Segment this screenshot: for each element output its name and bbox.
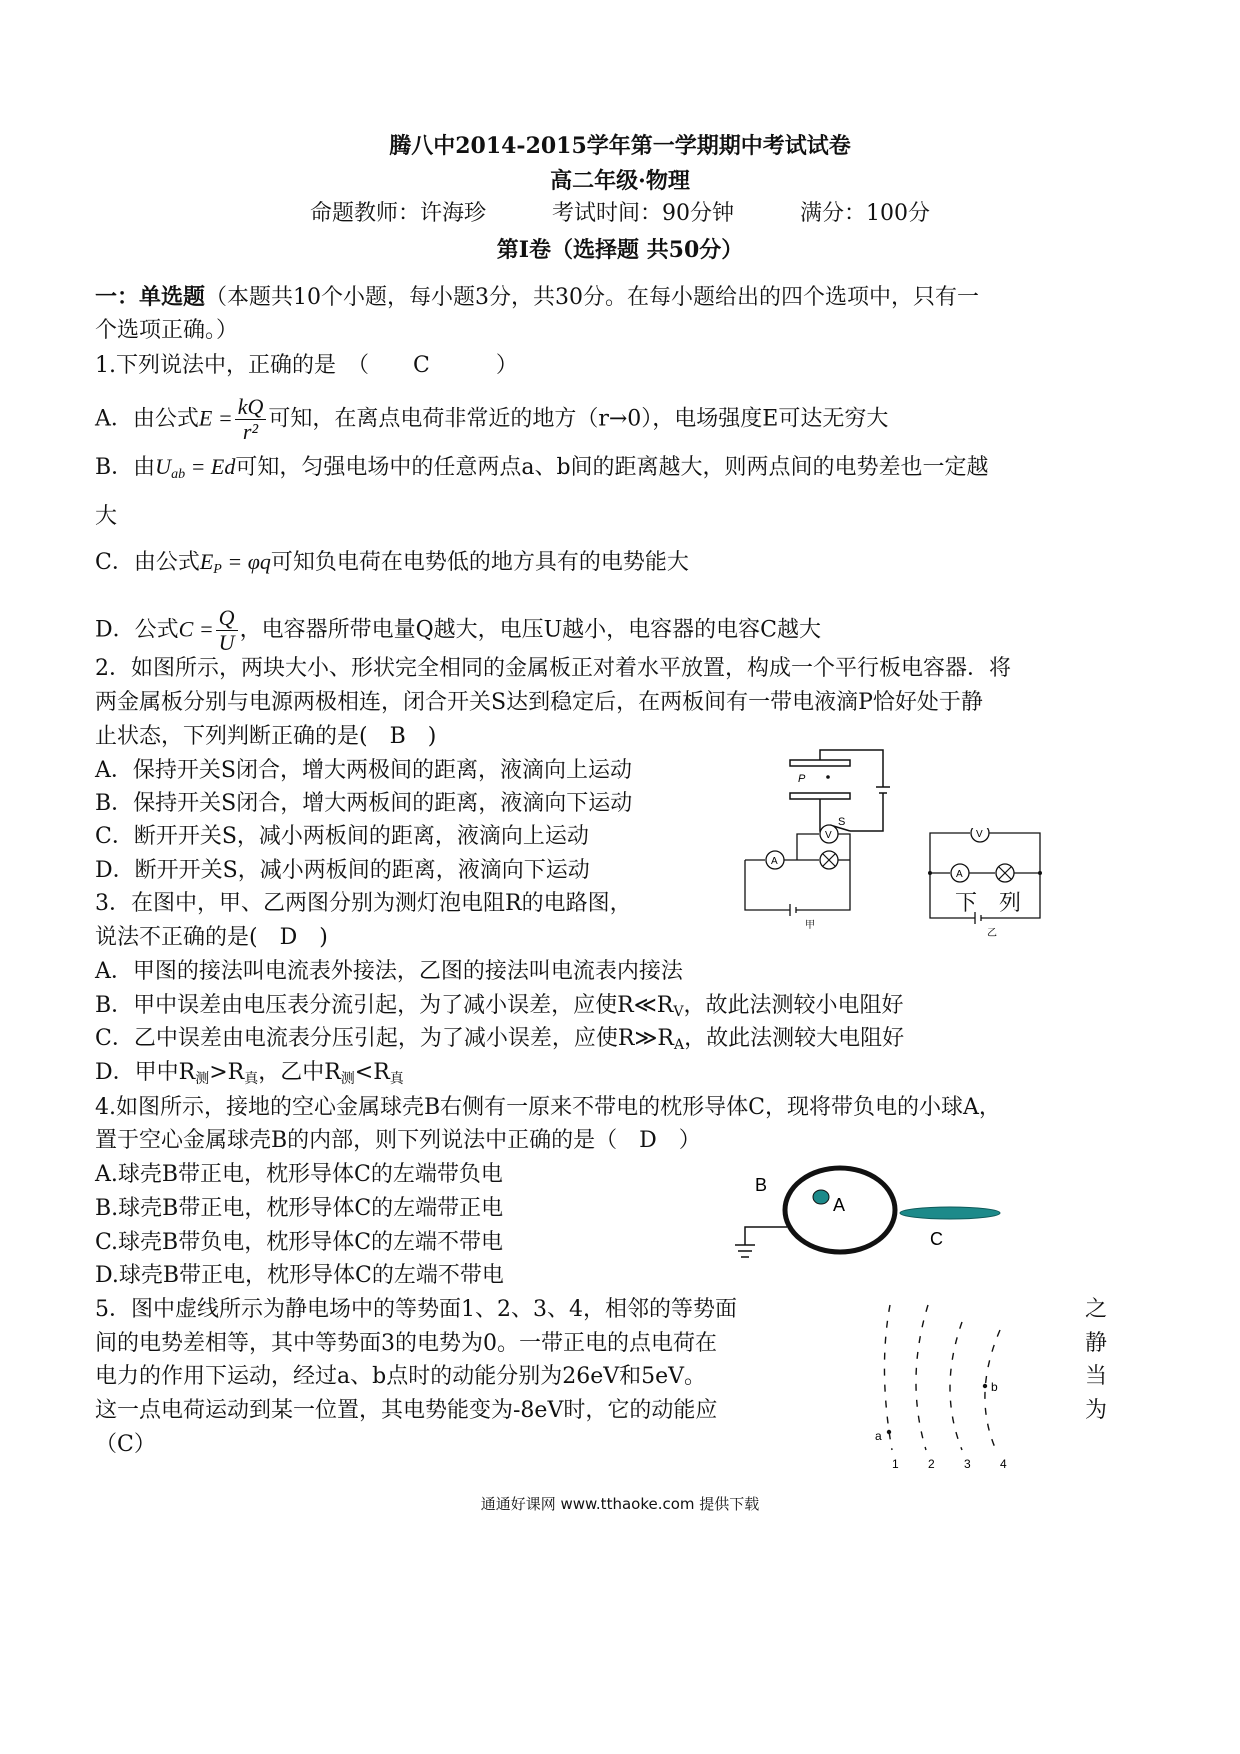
section-desc: （本题共10个小题，每小题3分，共30分。在每小题给出的四个选项中，只有一 bbox=[205, 285, 980, 310]
label-2: 2 bbox=[928, 1457, 935, 1471]
sphere-shell-figure bbox=[735, 1165, 1015, 1275]
voltmeter-jia-label: V bbox=[825, 830, 832, 841]
q1-a-den: r² bbox=[242, 419, 259, 444]
ammeter-jia-label: A bbox=[771, 856, 778, 867]
q1-c-post: 可知负电荷在电势低的地方具有的电势能大 bbox=[270, 550, 689, 575]
q5-line5: （C） bbox=[95, 1432, 156, 1457]
label-yi: 乙 bbox=[987, 928, 997, 938]
q3-c-tail: ，故此法测较大电阻好 bbox=[684, 1026, 905, 1051]
label-3: 3 bbox=[964, 1457, 971, 1471]
q1-option-d bbox=[95, 606, 821, 655]
q3-d-mid2: ，乙中R bbox=[258, 1060, 341, 1085]
q4-line2: 置于空心金属球壳B的内部，则下列说法中正确的是（ D ） bbox=[95, 1128, 701, 1153]
q3-option-a: A．甲图的接法叫电流表外接法，乙图的接法叫电流表内接法 bbox=[95, 959, 683, 984]
q5-line4: 这一点电荷运动到某一位置，其电势能变为-8eV时，它的动能应 bbox=[95, 1398, 718, 1423]
q1-c-eq2: = φq bbox=[221, 549, 271, 574]
q1-a-num: kQ bbox=[235, 395, 267, 420]
section-intro bbox=[95, 283, 979, 312]
circuit-yi-figure bbox=[925, 828, 1050, 938]
q3-b-text: B．甲中误差由电压表分流引起，为了减小误差，应使R≪R bbox=[95, 993, 674, 1018]
equipotential-figure bbox=[860, 1300, 1030, 1480]
q3-d-mid1: >R bbox=[209, 1060, 245, 1085]
exam-title: 腾八中2014-2015学年第一学期期中考试试卷 bbox=[389, 133, 851, 159]
q1-c-pre: C．由公式 bbox=[95, 550, 200, 575]
point-b bbox=[983, 1384, 987, 1388]
q3-line2: 说法不正确的是( D ) bbox=[95, 925, 328, 950]
q1-d-eq: C = bbox=[178, 616, 214, 642]
label-c: C bbox=[930, 1229, 943, 1249]
q3-c-sub: A bbox=[674, 1037, 685, 1053]
q5-line2: 间的电势差相等，其中等势面3的电势为0。一带正电的点电荷在 bbox=[95, 1331, 717, 1356]
label-jia: 甲 bbox=[805, 920, 815, 931]
point-a bbox=[887, 1430, 891, 1434]
label-b: b bbox=[991, 1380, 998, 1394]
q3-line1-tail: 下 列 bbox=[955, 891, 1022, 916]
q5-line1-tail: 之 bbox=[1085, 1297, 1108, 1322]
label-b: B bbox=[755, 1175, 768, 1195]
q1-d-fraction bbox=[216, 606, 238, 655]
q1-option-b-cont: 大 bbox=[95, 504, 118, 529]
q2-option-a: A．保持开关S闭合，增大两极间的距离，液滴向上运动 bbox=[95, 758, 632, 783]
q1-option-c bbox=[95, 548, 689, 584]
q3-d-text: D．甲中R bbox=[95, 1060, 196, 1085]
q1-c-eq: E bbox=[199, 549, 214, 574]
section-desc-cont: 个选项正确。） bbox=[95, 318, 239, 343]
part-heading: 第Ⅰ卷（选择题 共50分） bbox=[496, 237, 744, 263]
q2-line2: 两金属板分别与电源两极相连，闭合开关S达到稳定后，在两板间有一带电液滴P恰好处于静 bbox=[95, 690, 983, 715]
q3-d-sub1: 测 bbox=[195, 1071, 210, 1087]
conductor-c bbox=[900, 1207, 1000, 1219]
q3-c-text: C．乙中误差由电流表分压引起，为了减小误差，应使R≫R bbox=[95, 1026, 674, 1051]
exam-meta: 命题教师：许海珍 考试时间：90分钟 满分：100分 bbox=[310, 201, 930, 226]
q1-option-b bbox=[95, 453, 989, 489]
q2-option-c: C．断开开关S，减小两板间的距离，液滴向上运动 bbox=[95, 824, 589, 849]
ball-a bbox=[813, 1190, 829, 1204]
q1-d-post: ，电容器所带电量Q越大，电压U越小，电容器的电容C越大 bbox=[239, 617, 821, 643]
surface-1 bbox=[884, 1305, 892, 1450]
label-1: 1 bbox=[892, 1457, 899, 1471]
q1-d-num: Q bbox=[216, 606, 238, 631]
exam-subtitle: 高二年级·物理 bbox=[550, 168, 690, 194]
q1-option-a bbox=[95, 395, 888, 444]
surface-2 bbox=[916, 1305, 928, 1450]
label-p: P bbox=[798, 773, 806, 785]
q1-d-den: U bbox=[218, 630, 235, 655]
q2-line3: 止状态，下列判断正确的是( B ) bbox=[95, 724, 437, 749]
q3-d-sub2: 真 bbox=[244, 1071, 259, 1087]
label-4: 4 bbox=[1000, 1457, 1007, 1471]
footer-text: 通通好课网 www.tthaoke.com 提供下载 bbox=[480, 1495, 760, 1513]
q1-c-sub: P bbox=[213, 562, 222, 577]
q4-option-a: A.球壳B带正电，枕形导体C的左端带负电 bbox=[95, 1162, 503, 1187]
q1-b-pre: B．由 bbox=[95, 455, 156, 480]
q4-option-b: B.球壳B带正电，枕形导体C的左端带正电 bbox=[95, 1196, 504, 1221]
q3-d-sub3: 测 bbox=[340, 1071, 355, 1087]
q5-line3: 电力的作用下运动，经过a、b点时的动能分别为26eV和5eV。 bbox=[95, 1364, 707, 1389]
q3-d-mid3: <R bbox=[354, 1060, 390, 1085]
q5-line4-tail: 为 bbox=[1085, 1398, 1108, 1423]
bottom-plate bbox=[790, 793, 850, 799]
q3-b-tail: ，故此法测较小电阻好 bbox=[683, 993, 904, 1018]
q4-option-d: D.球壳B带正电，枕形导体C的左端不带电 bbox=[95, 1263, 504, 1288]
q3-line1: 3．在图中，甲、乙两图分别为测灯泡电阻R的电路图， bbox=[95, 891, 632, 916]
q5-line2-tail: 静 bbox=[1085, 1331, 1108, 1356]
q1-a-post: 可知，在离点电荷非常近的地方（r→0），电场强度E可达无穷大 bbox=[268, 406, 889, 432]
circuit-jia-figure bbox=[735, 822, 870, 932]
surface-3 bbox=[950, 1322, 962, 1450]
q1-a-eq: E = bbox=[198, 405, 233, 431]
q1-b-eq: U bbox=[155, 454, 172, 479]
q5-line3-tail: 当 bbox=[1085, 1364, 1108, 1389]
q2-option-d: D．断开开关S，减小两板间的距离，液滴向下运动 bbox=[95, 858, 590, 883]
q1-b-sub: ab bbox=[171, 467, 186, 482]
q2-line1: 2．如图所示，两块大小、形状完全相同的金属板正对着水平放置，构成一个平行板电容器．将 bbox=[95, 656, 1012, 681]
q3-option-d bbox=[95, 1059, 404, 1093]
label-a: a bbox=[875, 1429, 882, 1443]
voltmeter-yi-label: V bbox=[976, 829, 983, 840]
label-s: S bbox=[838, 816, 846, 828]
q4-option-c: C.球壳B带负电，枕形导体C的左端不带电 bbox=[95, 1230, 504, 1255]
top-plate bbox=[790, 760, 850, 766]
droplet-p bbox=[826, 775, 830, 779]
q4-line1: 4.如图所示，接地的空心金属球壳B右侧有一原来不带电的枕形导体C，现将带负电的小球A， bbox=[95, 1095, 1001, 1120]
q1-b-eq2: = Ed bbox=[185, 454, 236, 479]
q3-option-b bbox=[95, 992, 903, 1026]
section-heading: 一：单选题 bbox=[95, 284, 206, 310]
q5-line1: 5．图中虚线所示为静电场中的等势面1、2、3、4，相邻的等势面 bbox=[95, 1297, 737, 1322]
q1-b-post: 可知，匀强电场中的任意两点a、b间的距离越大，则两点间的电势差也一定越 bbox=[235, 455, 989, 480]
q1-a-pre: A．由公式 bbox=[95, 406, 199, 432]
q3-d-sub4: 真 bbox=[389, 1071, 404, 1087]
q1-d-pre: D．公式 bbox=[95, 617, 179, 643]
q1-a-fraction bbox=[235, 395, 267, 444]
q1-stem: 1.下列说法中，正确的是 （ C ） bbox=[95, 353, 518, 378]
q3-b-sub: V bbox=[673, 1004, 684, 1020]
label-a: A bbox=[833, 1195, 846, 1215]
q3-option-c bbox=[95, 1025, 904, 1059]
q2-option-b: B．保持开关S闭合，增大两板间的距离，液滴向下运动 bbox=[95, 791, 633, 816]
ammeter-yi-label: A bbox=[956, 869, 963, 880]
